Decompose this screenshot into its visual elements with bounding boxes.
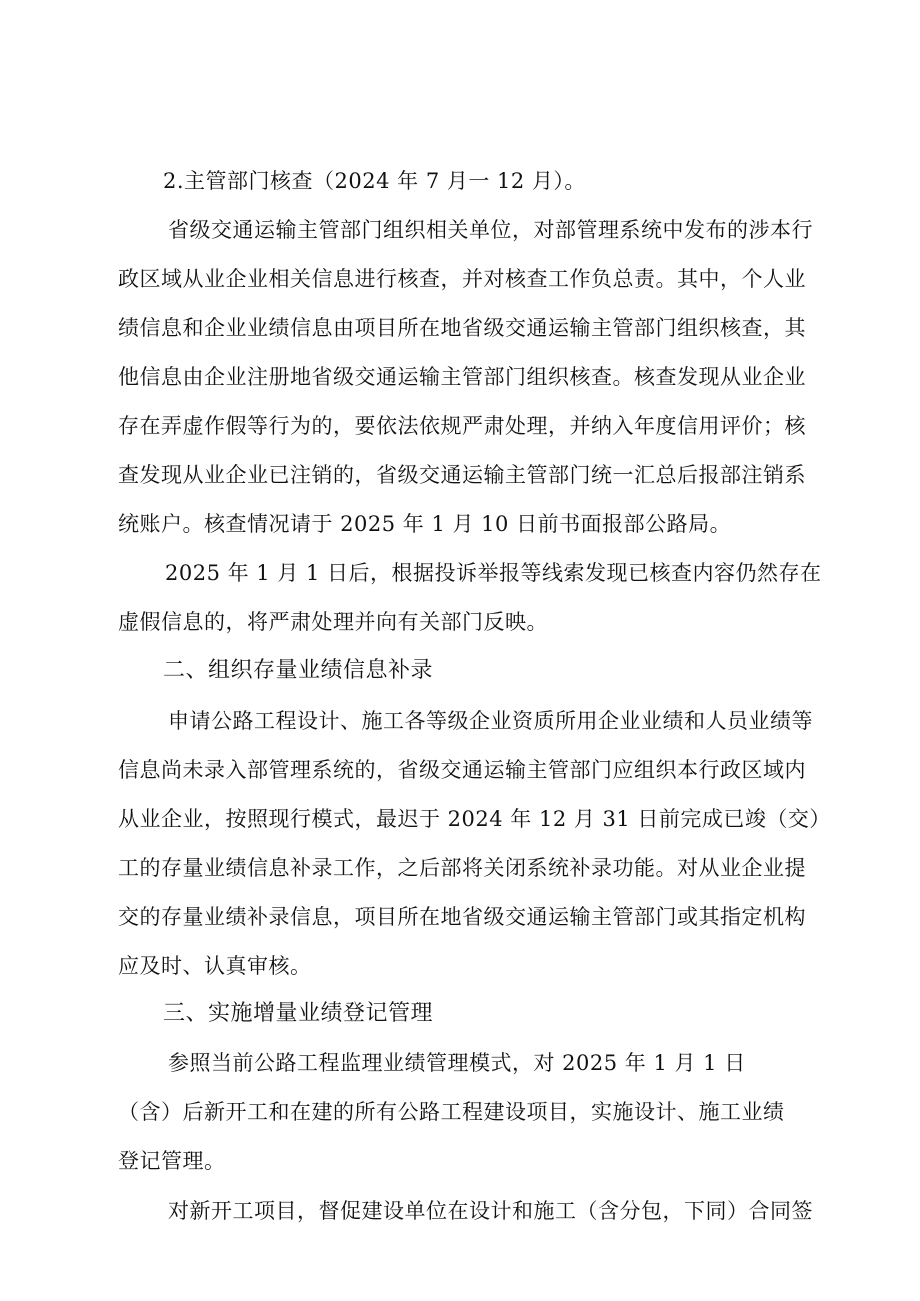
paragraph-line: 他信息由企业注册地省级交通运输主管部门组织核查。核查发现从业企业 [118, 365, 806, 389]
paragraph-line: 交的存量业绩补录信息，项目所在地省级交通运输主管部门或其指定机构 [118, 905, 806, 929]
paragraph-line: 工的存量业绩信息补录工作，之后部将关闭系统补录功能。对从业企业提 [118, 856, 806, 880]
paragraph-line: 登记管理。 [118, 1149, 226, 1173]
paragraph-line: 信息尚未录入部管理系统的，省级交通运输主管部门应组织本行政区域内 [118, 758, 806, 782]
paragraph-line: 绩信息和企业业绩信息由项目所在地省级交通运输主管部门组织核查，其 [118, 316, 806, 340]
paragraph-line: 2025 年 1 月 1 日后，根据投诉举报等线索发现已核查内容仍然存在 [165, 561, 822, 585]
paragraph-line: 统账户。核查情况请于 2025 年 1 月 10 日前书面报部公路局。 [118, 512, 732, 536]
paragraph-line: 对新开工项目，督促建设单位在设计和施工（含分包，下同）合同签 [168, 1199, 813, 1223]
paragraph-line: 2.主管部门核查（2024 年 7 月一 12 月）。 [163, 169, 586, 193]
paragraph-line: 虚假信息的，将严肃处理并向有关部门反映。 [118, 610, 548, 634]
section-heading: 二、组织存量业绩信息补录 [163, 658, 434, 683]
paragraph-line: 政区域从业企业相关信息进行核查，并对核查工作负总责。其中，个人业 [118, 267, 806, 291]
paragraph-line: 从业企业，按照现行模式，最迟于 2024 年 12 月 31 日前完成已竣（交） [118, 807, 831, 831]
section-heading: 三、实施增量业绩登记管理 [163, 1001, 434, 1026]
paragraph-line: 存在弄虚作假等行为的，要依法依规严肃处理，并纳入年度信用评价；核 [118, 414, 806, 438]
paragraph-line: 省级交通运输主管部门组织相关单位，对部管理系统中发布的涉本行 [168, 218, 813, 242]
paragraph-line: （含）后新开工和在建的所有公路工程建设项目，实施设计、施工业绩 [118, 1100, 785, 1124]
paragraph-line: 查发现从业企业已注销的，省级交通运输主管部门统一汇总后报部注销系 [118, 463, 806, 487]
paragraph-line: 应及时、认真审核。 [118, 954, 312, 978]
paragraph-line: 参照当前公路工程监理业绩管理模式，对 2025 年 1 月 1 日 [168, 1051, 746, 1075]
paragraph-line: 申请公路工程设计、施工各等级企业资质所用企业业绩和人员业绩等 [168, 709, 813, 733]
